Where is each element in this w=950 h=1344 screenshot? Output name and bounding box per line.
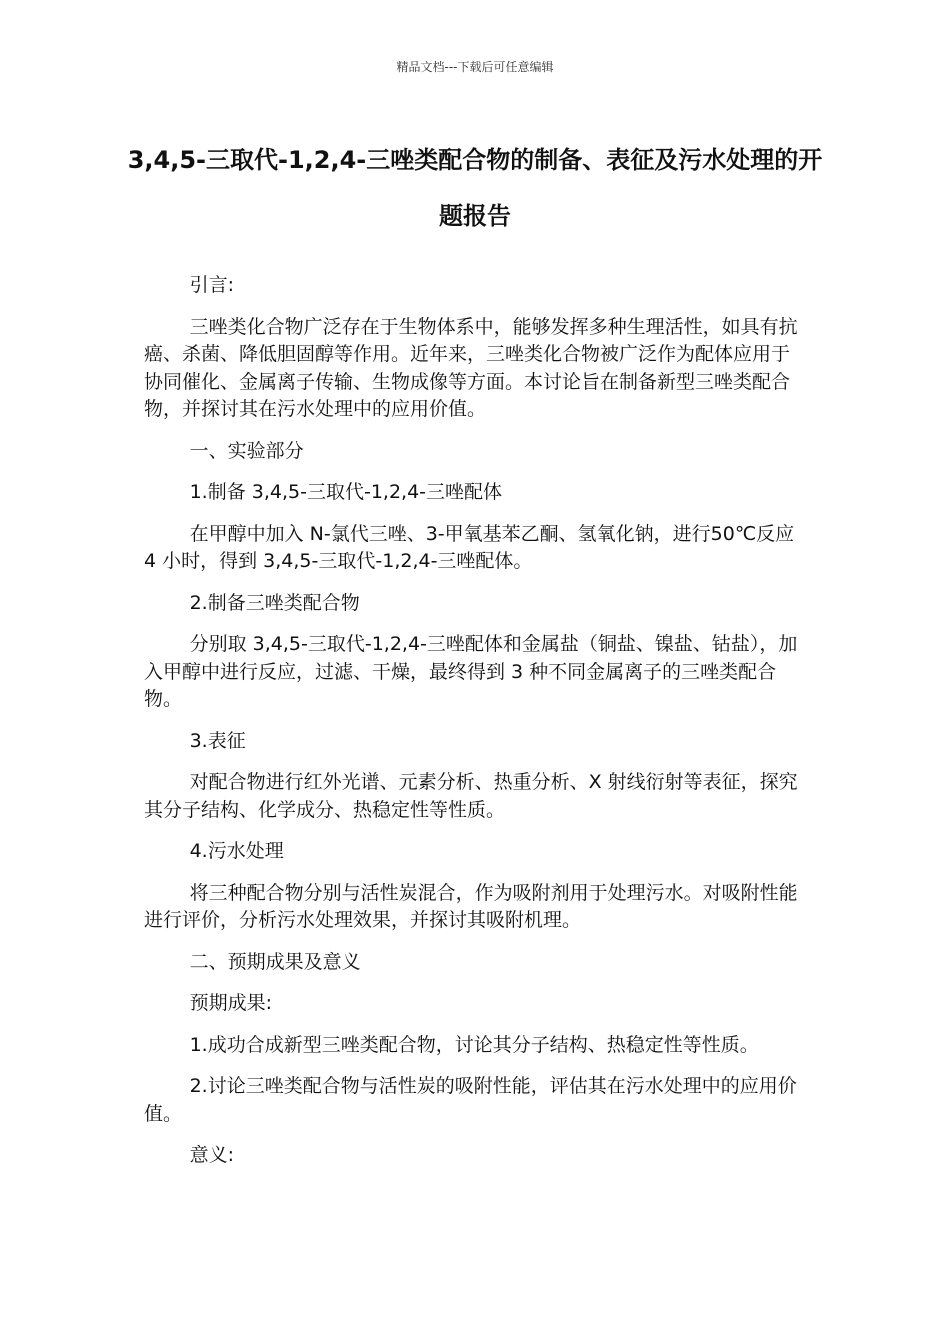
significance-heading: 意义: xyxy=(189,1144,234,1166)
characterization-paragraph: 对配合物进行红外光谱、元素分析、热重分析、X 射线衍射等表征，探究其分子结构、化学成分、热稳定性等性质。 xyxy=(144,771,798,821)
subsection-heading-complex: 2.制备三唑类配合物 xyxy=(189,591,360,614)
intro-heading: 引言: xyxy=(189,274,234,296)
header-note: 精品文档---下载后可任意编辑 xyxy=(396,60,554,74)
subsection-heading-characterization: 3.表征 xyxy=(189,729,246,752)
section-heading-experiment: 一、实验部分 xyxy=(189,439,304,462)
document-title: 3,4,5-三取代-1,2,4-三唑类配合物的制备、表征及污水处理的开题报告 xyxy=(127,146,823,230)
complex-paragraph: 分别取 3,4,5-三取代-1,2,4-三唑配体和金属盐（铜盐、镍盐、钴盐），加入甲醇中进行反应，过滤、干燥，最终得到 3 种不同金属离子的三唑类配合物。 xyxy=(144,633,798,710)
document-body xyxy=(144,272,804,1184)
expected-result-1: 1.成功合成新型三唑类配合物，讨论其分子结构、热稳定性等性质。 xyxy=(189,1033,759,1056)
subsection-heading-ligand: 1.制备 3,4,5-三取代-1,2,4-三唑配体 xyxy=(189,481,503,503)
wastewater-paragraph: 将三种配合物分别与活性炭混合，作为吸附剂用于处理污水。对吸附性能进行评价，分析污水处理效果，并探讨其吸附机理。 xyxy=(144,881,798,931)
expected-results-heading: 预期成果: xyxy=(189,992,272,1014)
expected-result-2: 2.讨论三唑类配合物与活性炭的吸附性能，评估其在污水处理中的应用价值。 xyxy=(144,1075,797,1125)
subsection-heading-wastewater: 4.污水处理 xyxy=(189,840,284,862)
ligand-paragraph: 在甲醇中加入 N-氯代三唑、3-甲氧基苯乙酮、氢氧化钠，进行50℃反应 4 小时，得到 3,4,5-三取代-1,2,4-三唑配体。 xyxy=(144,522,795,572)
intro-paragraph: 三唑类化合物广泛存在于生物体系中，能够发挥多种生理活性，如具有抗癌、杀菌、降低胆固醇等作用。近年来，三唑类化合物被广泛作为配体应用于协同催化、金属离子传输、生物成像等方面。本讨论旨在制备新型三唑类配合物，并探讨其在污水处理中的应用价值。 xyxy=(144,315,798,420)
section-heading-results: 二、预期成果及意义 xyxy=(189,950,361,973)
